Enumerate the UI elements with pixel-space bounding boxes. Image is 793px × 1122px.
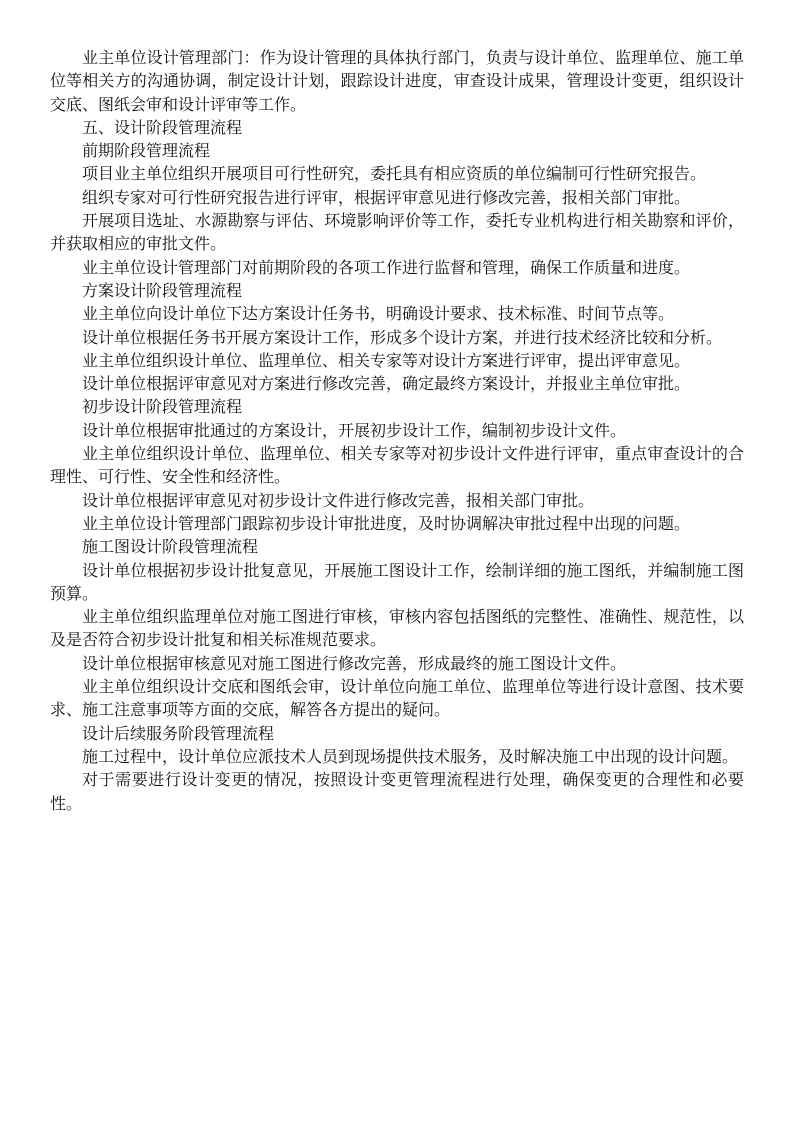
paragraph: 设计单位根据任务书开展方案设计工作，形成多个设计方案，并进行技术经济比较和分析。: [82, 327, 723, 347]
subsection-heading: 初步设计阶段管理流程: [82, 397, 243, 417]
paragraph: 设计单位根据初步设计批复意见，开展施工图设计工作，绘制详细的施工图纸，并编制施工图预算。: [50, 560, 744, 603]
paragraph: 业主单位向设计单位下达方案设计任务书，明确设计要求、技术标准、时间节点等。: [82, 304, 675, 324]
paragraph: 业主单位设计管理部门跟踪初步设计审批进度，及时协调解决审批过程中出现的问题。: [82, 513, 691, 533]
paragraph: 对于需要进行设计变更的情况，按照设计变更管理流程进行处理，确保变更的合理性和必要性。: [50, 770, 744, 813]
paragraph: 业主单位组织设计单位、监理单位、相关专家等对设计方案进行评审，提出评审意见。: [82, 350, 691, 370]
paragraph: 业主单位组织设计交底和图纸会审，设计单位向施工单位、监理单位等进行设计意图、技术要求、施工注意事项等方面的交底，解答各方提出的疑问。: [50, 677, 744, 720]
subsection-heading: 前期阶段管理流程: [82, 141, 211, 161]
paragraph: 组织专家对可行性研究报告进行评审，根据评审意见进行修改完善，报相关部门审批。: [82, 187, 691, 207]
section-heading: 五、设计阶段管理流程: [82, 117, 243, 137]
paragraph: 设计单位根据评审意见对方案进行修改完善，确定最终方案设计，并报业主单位审批。: [82, 374, 691, 394]
document-body: [50, 46, 744, 815]
paragraph: 业主单位组织设计单位、监理单位、相关专家等对初步设计文件进行评审，重点审查设计的合理性、可行性、安全性和经济性。: [50, 444, 744, 487]
paragraph: 设计单位根据评审意见对初步设计文件进行修改完善，报相关部门审批。: [82, 490, 595, 510]
subsection-heading: 施工图设计阶段管理流程: [82, 537, 259, 557]
paragraph: 业主单位设计管理部门对前期阶段的各项工作进行监督和管理，确保工作质量和进度。: [82, 257, 691, 277]
paragraph: 项目业主单位组织开展项目可行性研究，委托具有相应资质的单位编制可行性研究报告。: [82, 164, 707, 184]
paragraph: 设计单位根据审核意见对施工图进行修改完善，形成最终的施工图设计文件。: [82, 653, 627, 673]
paragraph: 业主单位组织监理单位对施工图进行审核，审核内容包括图纸的完整性、准确性、规范性，以及是否符合初步设计批复和相关标准规范要求。: [50, 607, 744, 650]
paragraph: 开展项目选址、水源勘察与评估、环境影响评价等工作，委托专业机构进行相关勘察和评价，并获取相应的审批文件。: [50, 211, 744, 254]
subsection-heading: 设计后续服务阶段管理流程: [82, 723, 275, 743]
paragraph: 施工过程中，设计单位应派技术人员到现场提供技术服务，及时解决施工中出现的设计问题。: [82, 746, 739, 766]
paragraph: 设计单位根据审批通过的方案设计，开展初步设计工作，编制初步设计文件。: [82, 420, 627, 440]
subsection-heading: 方案设计阶段管理流程: [82, 280, 243, 300]
paragraph: 业主单位设计管理部门：作为设计管理的具体执行部门，负责与设计单位、监理单位、施工单位等相关方的沟通协调，制定设计计划，跟踪设计进度，审查设计成果，管理设计变更，组织设计交底、图纸会审和设计评审等工作。: [50, 48, 744, 114]
